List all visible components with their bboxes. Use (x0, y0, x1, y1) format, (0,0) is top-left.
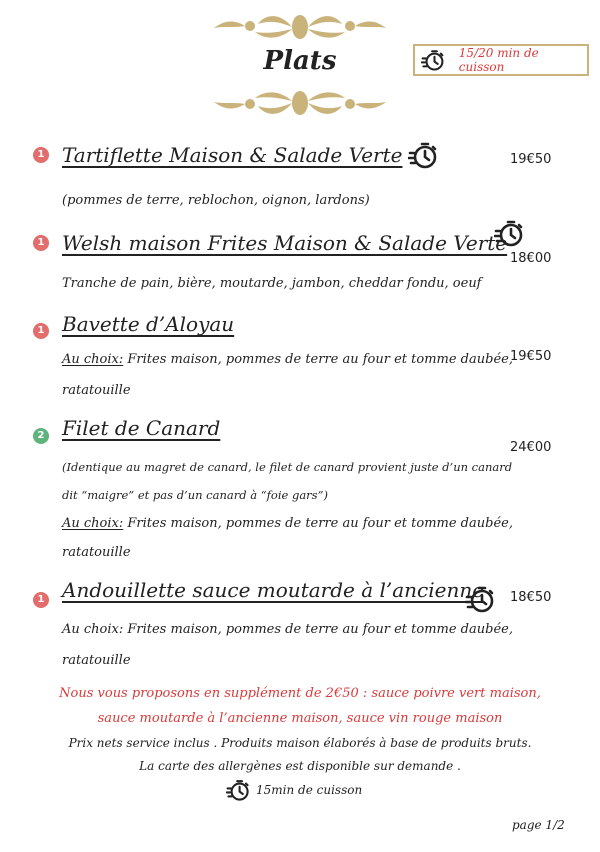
dish-description-cont: ratatouille (62, 653, 131, 668)
dish-description: (pommes de terre, reblochon, oignon, lardons) (62, 193, 370, 208)
allergen-info: La carte des allergènes est disponible sur demande . (139, 759, 461, 773)
allergen-badge: 1 (33, 147, 49, 163)
dish-price: 18€00 (510, 251, 552, 266)
page-title: Plats (263, 46, 337, 76)
supplement-note-cont: sauce moutarde à l’ancienne maison, sauce vin rouge maison (97, 711, 503, 726)
dish-description (62, 352, 513, 367)
ornament-bottom (210, 86, 390, 120)
cooking-time-box (413, 44, 589, 76)
dish-description (62, 516, 513, 531)
stopwatch-icon (494, 218, 524, 248)
dish-note: (Identique au magret de canard, le filet de canard provient juste d’un canard (62, 460, 513, 474)
dish-description-cont: ratatouille (62, 383, 131, 398)
ornament-top (210, 10, 390, 44)
page-number: page 1/2 (512, 818, 565, 832)
dish-name: Welsh maison Frites Maison & Salade Verte (62, 231, 508, 255)
dish-price: 19€50 (510, 152, 552, 167)
dish-description-cont: ratatouille (62, 545, 131, 560)
footer-cooking-label: 15min de cuisson (256, 783, 363, 797)
allergen-badge: 1 (33, 235, 49, 251)
dish-note-cont: dit “maigre” et pas d’un canard à “foie gars”) (62, 488, 328, 502)
price-info: Prix nets service inclus . Produits maison élaborés à base de produits bruts. (68, 736, 532, 750)
stopwatch-icon (408, 140, 438, 170)
choice-label: Au choix: (62, 516, 124, 531)
cooking-time-label: 15/20 min de cuisson (458, 46, 539, 74)
dish-name: Andouillette sauce moutarde à l’ancienne (62, 578, 485, 602)
dish-name: Tartiflette Maison & Salade Verte (62, 143, 403, 167)
dish-price: 24€00 (510, 440, 552, 455)
allergen-badge: 2 (33, 428, 49, 444)
dish-price: 19€50 (510, 349, 552, 364)
dish-name: Bavette d’Aloyau (62, 312, 235, 336)
choice-label: Au choix: (62, 352, 124, 367)
dish-description: Au choix: Frites maison, pommes de terre au four et tomme daubée, (62, 622, 513, 637)
allergen-badge: 1 (33, 323, 49, 339)
stopwatch-icon (226, 778, 250, 802)
choice-text: Frites maison, pommes de terre au four et tomme daubée, (127, 516, 513, 531)
stopwatch-icon (421, 48, 445, 72)
footer-cooking-time (226, 778, 362, 802)
stopwatch-icon (465, 584, 495, 614)
dish-name: Filet de Canard (62, 416, 221, 440)
choice-text: Frites maison, pommes de terre au four et tomme daubée, (127, 352, 513, 367)
supplement-note: Nous vous proposons en supplément de 2€50 : sauce poivre vert maison, (59, 686, 541, 701)
dish-price: 18€50 (510, 590, 552, 605)
dish-description: Tranche de pain, bière, moutarde, jambon, cheddar fondu, oeuf (62, 276, 482, 291)
allergen-badge: 1 (33, 592, 49, 608)
